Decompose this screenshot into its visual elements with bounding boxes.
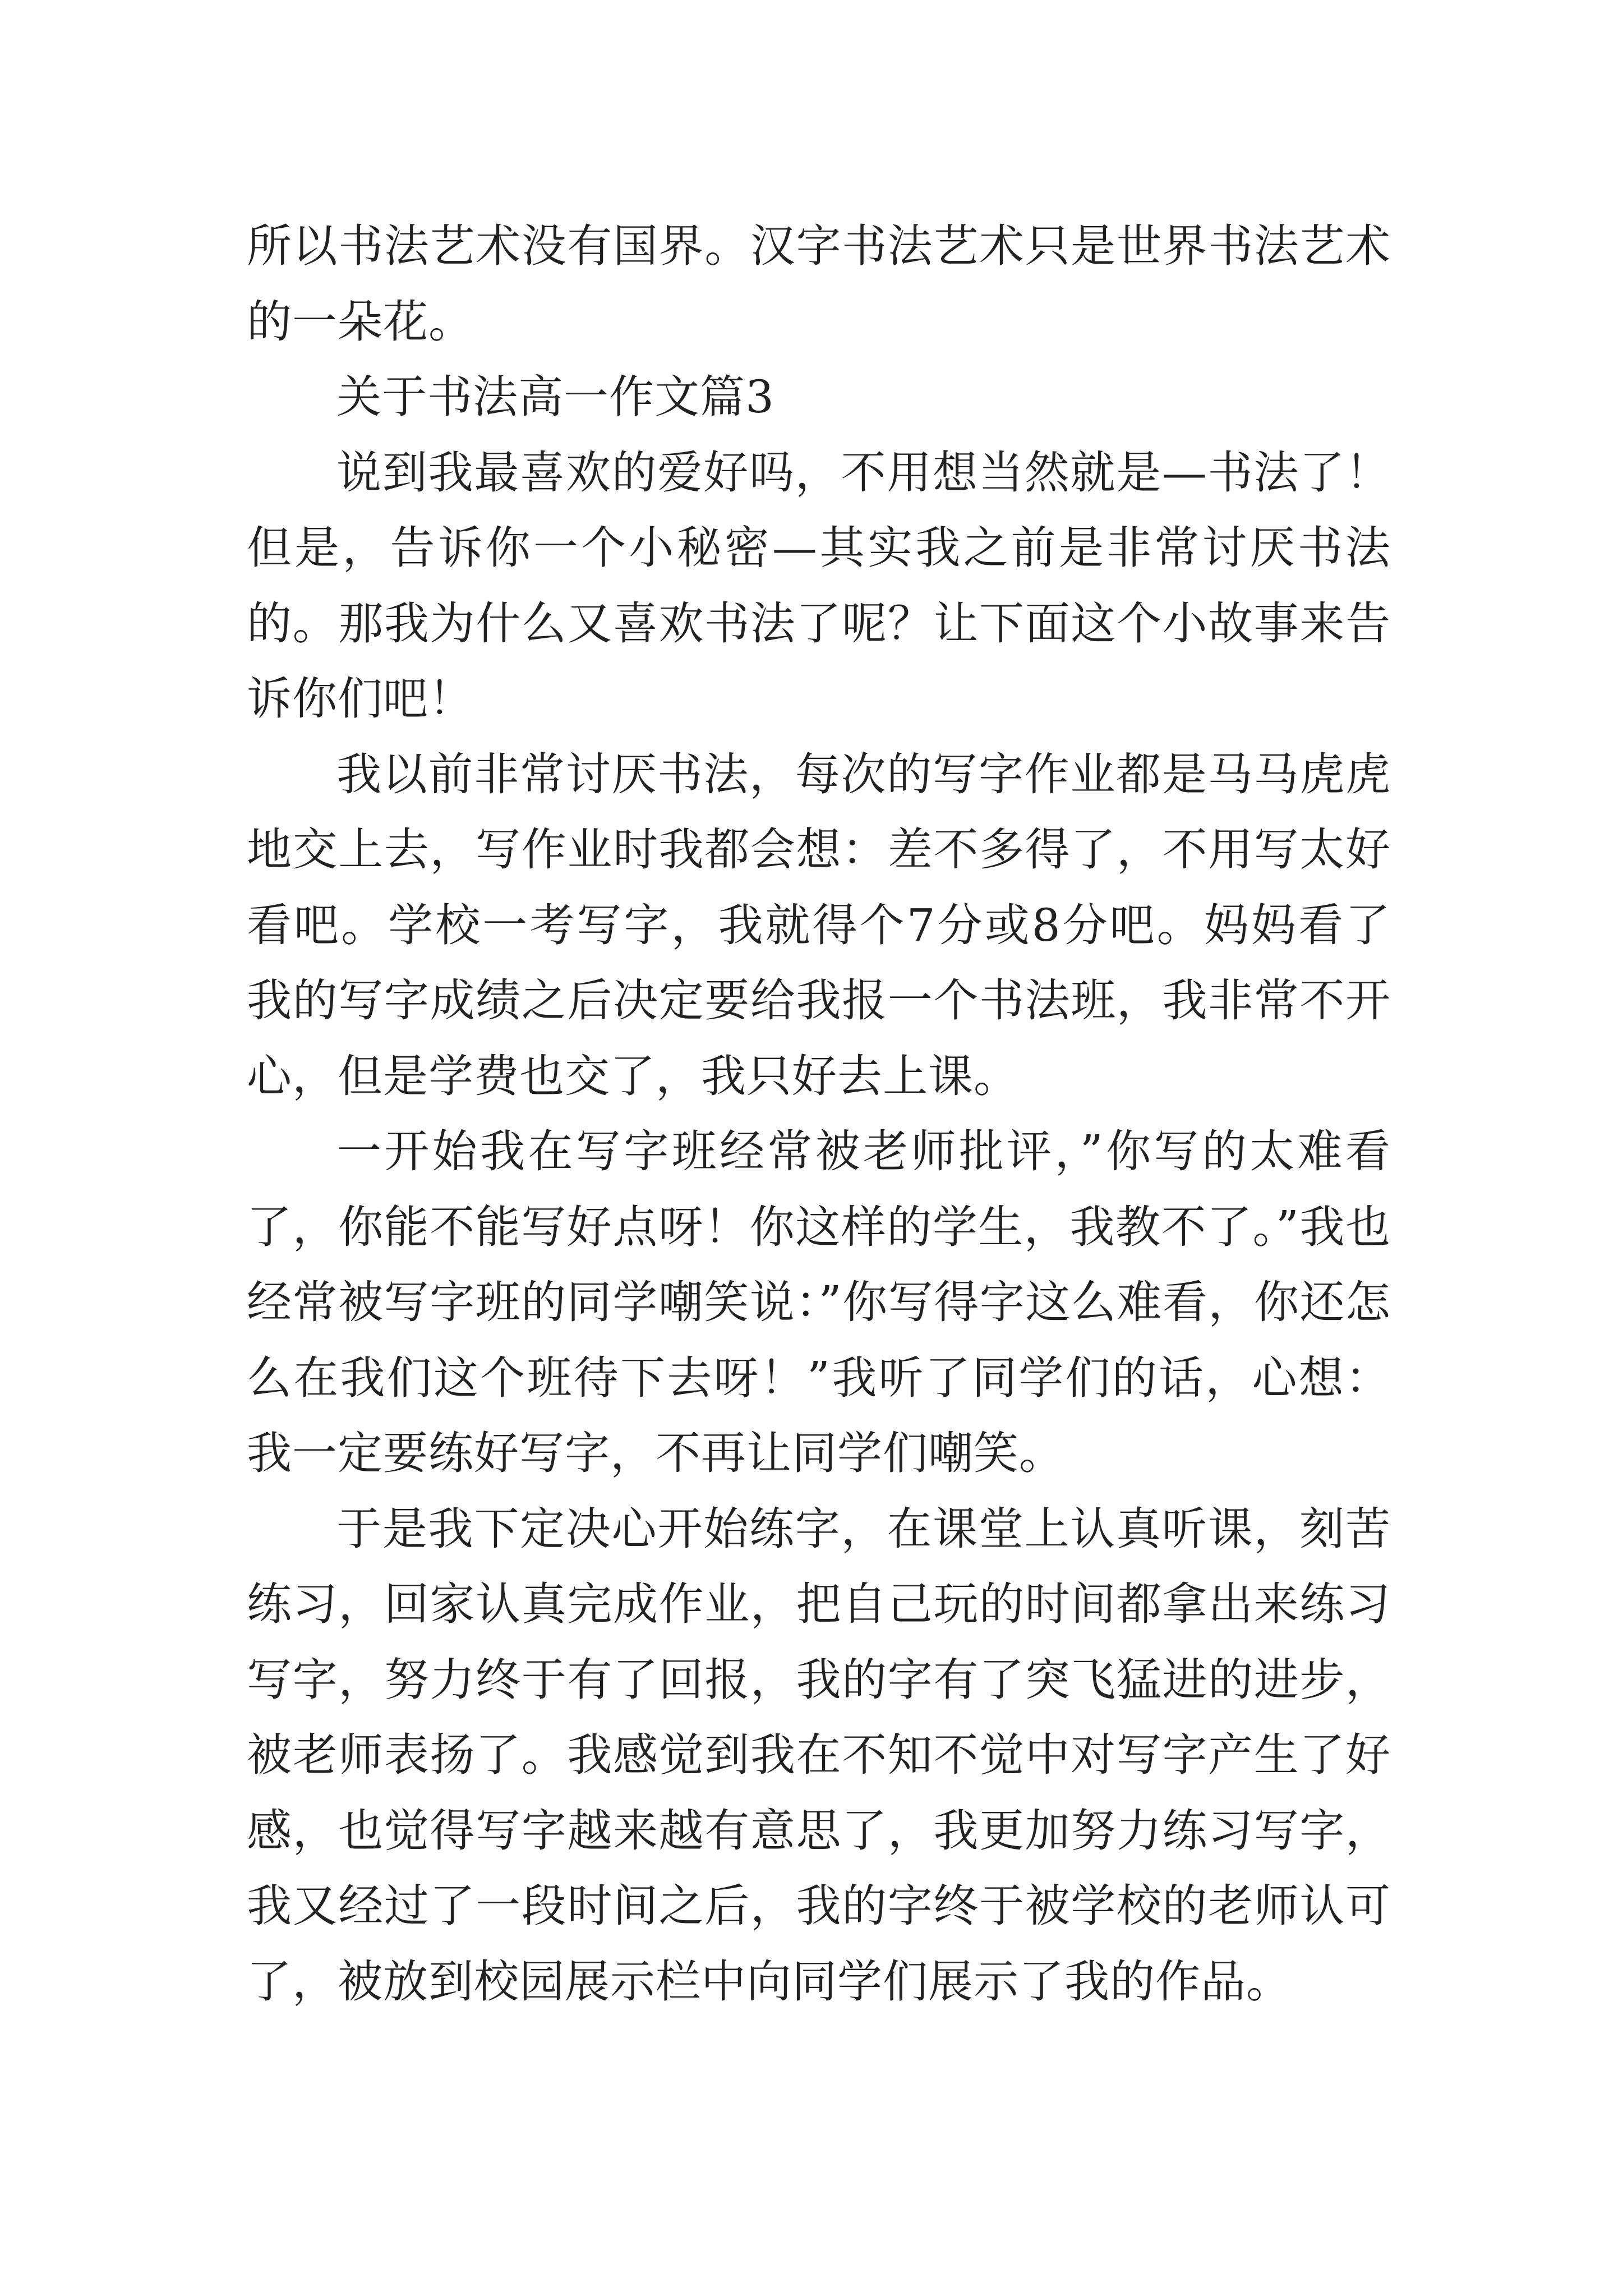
paragraph-practice: 于是我下定决心开始练字，在课堂上认真听课，刻苦练习，回家认真完成作业，把自己玩的时间都拿出来练习写字，努力终于有了回报，我的字有了突飞猛进的进步，被老师表扬了。我感觉到我在不知不觉中对写字产生了好感，也觉得写字越来越有意思了，我更加努力练习写字，我又经过了一段时间之后，我的字终于被学校的老师认可了，被放到校园展示栏中向同学们展示了我的作品。 <box>247 1502 1391 2008</box>
paragraph-continuation: 所以书法艺术没有国界。汉字书法艺术只是世界书法艺术的一朵花。 <box>247 220 1391 348</box>
paragraph-intro: 说到我最喜欢的爱好吗，不用想当然就是—书法了！但是，告诉你一个小秘密—其实我之前是非常讨厌书法的。那我为什么又喜欢书法了呢？让下面这个小故事来告诉你们吧！ <box>247 446 1391 725</box>
paragraph-criticism: 一开始我在写字班经常被老师批评，”你写的太难看了，你能不能写好点呀！你这样的学生，我教不了。”我也经常被写字班的同学嘲笑说：”你写得字这么难看，你还怎么在我们这个班待下去呀！”我听了同学们的话，心想：我一定要练好写字，不再让同学们嘲笑。 <box>247 1125 1391 1479</box>
paragraph-dislike: 我以前非常讨厌书法，每次的写字作业都是马马虎虎地交上去，写作业时我都会想：差不多得了，不用写太好看吧。学校一考写字，我就得个7分或8分吧。妈妈看了我的写字成绩之后决定要给我报一个书法班，我非常不开心，但是学费也交了，我只好去上课。 <box>247 748 1391 1102</box>
section-heading: 关于书法高一作文篇3 <box>336 371 774 423</box>
document-body <box>247 209 1391 2019</box>
